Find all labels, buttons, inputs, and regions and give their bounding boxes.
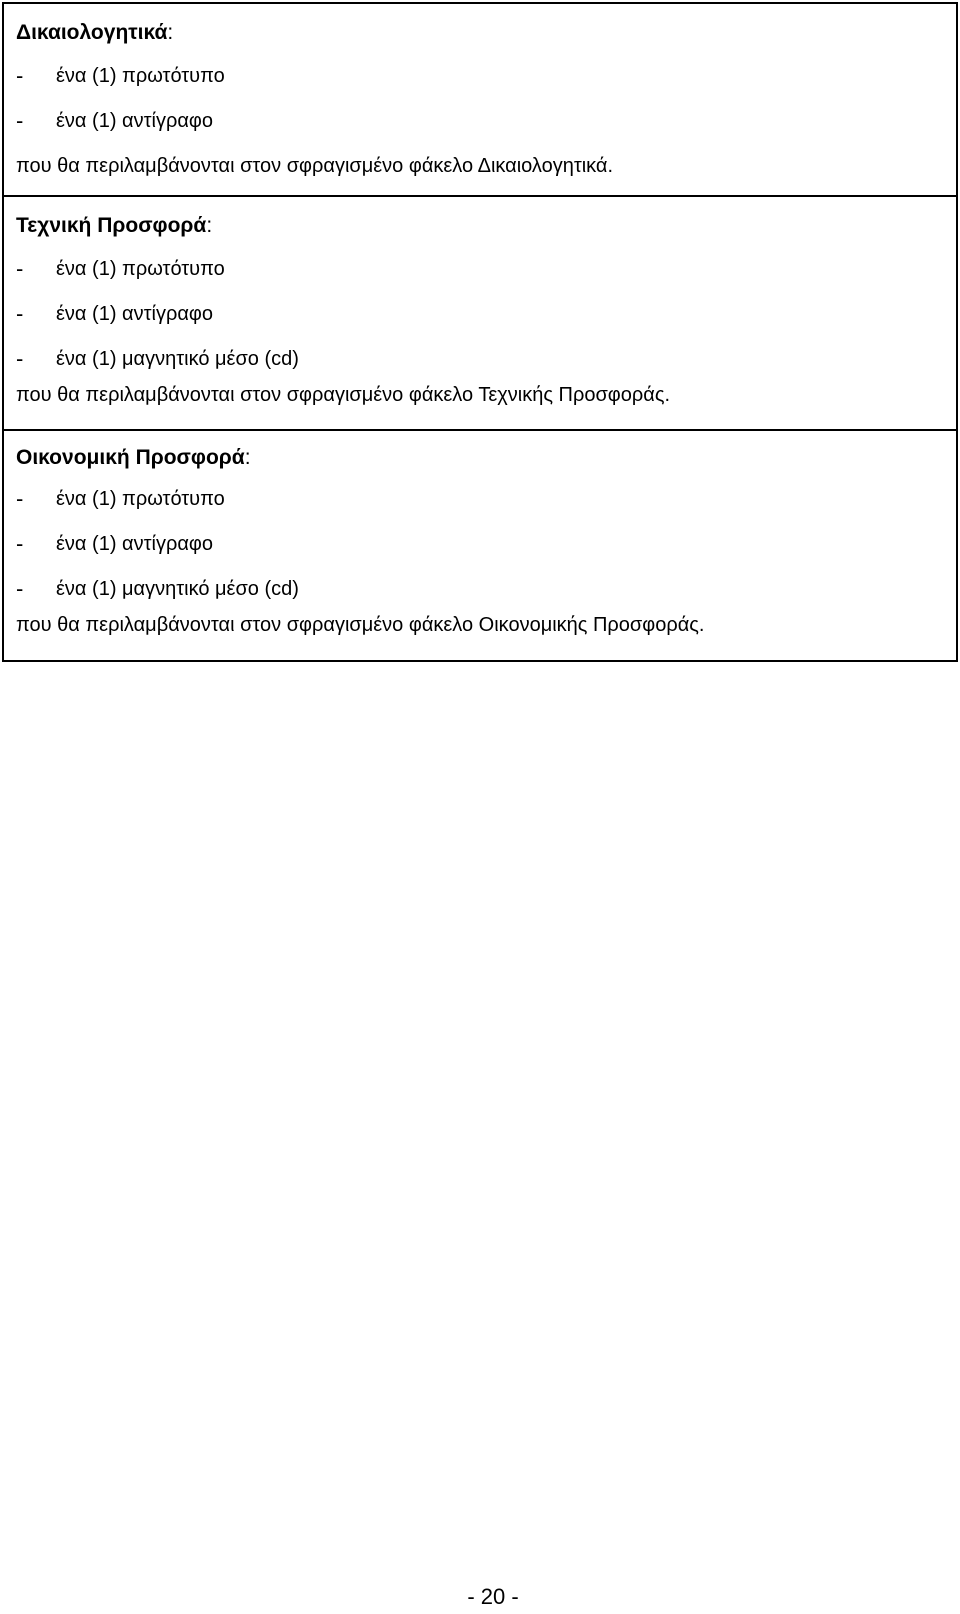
list-item bbox=[16, 255, 944, 283]
list-item-text: ένα (1) αντίγραφο bbox=[56, 303, 213, 325]
dash-bullet: - bbox=[16, 531, 24, 556]
dash-bullet: - bbox=[16, 576, 24, 601]
list-item bbox=[16, 107, 944, 135]
section-heading: Τεχνική Προσφορά: bbox=[16, 214, 213, 237]
dash-bullet: - bbox=[16, 256, 24, 281]
list-item bbox=[16, 345, 944, 373]
list-item-text: ένα (1) πρωτότυπο bbox=[56, 258, 225, 280]
dash-bullet: - bbox=[16, 346, 24, 371]
section-heading-text: Οικονομική Προσφορά bbox=[16, 446, 245, 469]
page-number-text: - 20 - bbox=[467, 1584, 519, 1609]
list-item bbox=[16, 62, 944, 90]
section-technical-offer bbox=[4, 195, 956, 429]
section-closing-text: που θα περιλαμβάνονται στον σφραγισμένο φάκελο Δικαιολογητικά. bbox=[16, 155, 614, 177]
list-item-text: ένα (1) πρωτότυπο bbox=[56, 65, 225, 87]
dash-bullet: - bbox=[16, 486, 24, 511]
requirements-table bbox=[2, 2, 958, 662]
list-item-text: ένα (1) μαγνητικό μέσο (cd) bbox=[56, 348, 299, 370]
list-item bbox=[16, 530, 944, 558]
list-item bbox=[16, 485, 944, 513]
list-item-text: ένα (1) αντίγραφο bbox=[56, 110, 213, 132]
section-supporting-documents bbox=[4, 4, 956, 195]
dash-bullet: - bbox=[16, 108, 24, 133]
section-financial-offer bbox=[4, 429, 956, 660]
list-item bbox=[16, 300, 944, 328]
section-closing-text: που θα περιλαμβάνονται στον σφραγισμένο φάκελο Τεχνικής Προσφοράς. bbox=[16, 384, 671, 406]
section-heading-text: Τεχνική Προσφορά bbox=[16, 214, 207, 237]
list-item bbox=[16, 575, 944, 603]
list-item-text: ένα (1) μαγνητικό μέσο (cd) bbox=[56, 578, 299, 600]
page-number bbox=[0, 1583, 960, 1611]
section-heading: Οικονομική Προσφορά: bbox=[16, 446, 251, 469]
dash-bullet: - bbox=[16, 63, 24, 88]
dash-bullet: - bbox=[16, 301, 24, 326]
section-closing-text: που θα περιλαμβάνονται στον σφραγισμένο φάκελο Οικονομικής Προσφοράς. bbox=[16, 614, 705, 636]
section-heading: Δικαιολογητικά: bbox=[16, 21, 174, 44]
section-heading-text: Δικαιολογητικά bbox=[16, 21, 168, 44]
list-item-text: ένα (1) πρωτότυπο bbox=[56, 488, 225, 510]
list-item-text: ένα (1) αντίγραφο bbox=[56, 533, 213, 555]
